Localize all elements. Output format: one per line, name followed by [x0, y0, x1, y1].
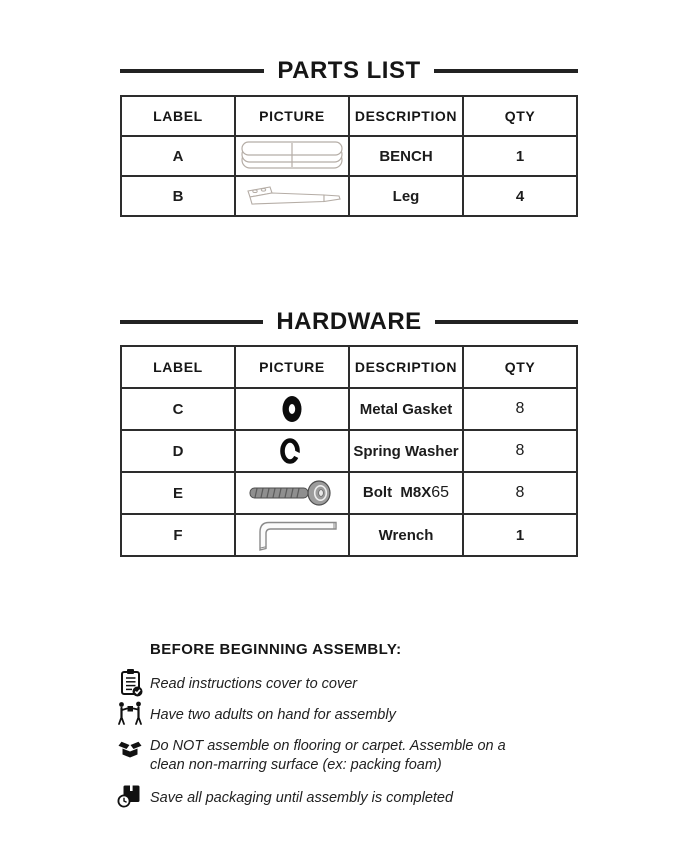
table-row [121, 472, 577, 514]
hardware-qty: 8 [463, 388, 577, 430]
column-header-picture: PICTURE [235, 346, 349, 388]
before-assembly-item: Do NOT assemble on flooring or carpet. Assemble on a clean non-marring surface (ex: packing foam) [150, 738, 506, 773]
hardware-label: F [121, 514, 235, 556]
hardware-label: D [121, 430, 235, 472]
metal-gasket-drawing [281, 395, 303, 423]
clipboard-check-icon [117, 668, 145, 702]
part-label: A [121, 136, 235, 176]
title-rule-right [435, 320, 578, 324]
bolt-description-size: 65 [431, 484, 450, 501]
before-assembly-item: Have two adults on hand for assembly [150, 707, 396, 723]
spring-washer-drawing [279, 437, 305, 465]
hardware-picture-cell [235, 388, 349, 430]
hardware-description: Metal Gasket [349, 388, 463, 430]
hardware-picture-cell [235, 472, 349, 514]
part-description: BENCH [349, 136, 463, 176]
part-picture-cell [235, 136, 349, 176]
column-header-picture: PICTURE [235, 96, 349, 136]
open-box-icon [116, 739, 144, 764]
hardware-description: Spring Washer [349, 430, 463, 472]
hardware-title: HARDWARE [276, 308, 422, 335]
part-qty: 1 [463, 136, 577, 176]
column-header-label: LABEL [121, 346, 235, 388]
parts-list-title: PARTS LIST [277, 57, 421, 84]
before-assembly-item: Read instructions cover to cover [150, 676, 358, 692]
parts-list-table [120, 95, 578, 217]
column-header-qty: QTY [463, 96, 577, 136]
column-header-description: DESCRIPTION [349, 96, 463, 136]
column-header-qty: QTY [463, 346, 577, 388]
title-rule-left [120, 320, 263, 324]
part-label: B [121, 176, 235, 216]
leg-drawing [240, 183, 344, 209]
hardware-label: C [121, 388, 235, 430]
table-row [121, 176, 577, 216]
hardware-qty: 8 [463, 430, 577, 472]
before-assembly-heading: BEFORE BEGINNING ASSEMBLY: [150, 641, 402, 658]
bolt-description-bold: Bolt M8X [362, 484, 432, 501]
title-rule-right [434, 69, 578, 73]
title-rule-left [120, 69, 264, 73]
part-description: Leg [349, 176, 463, 216]
table-row [121, 136, 577, 176]
column-header-label: LABEL [121, 96, 235, 136]
hardware-qty: 8 [463, 472, 577, 514]
bench-drawing [240, 140, 344, 172]
hardware-qty: 1 [463, 514, 577, 556]
hardware-table [120, 345, 578, 557]
table-header-row [121, 346, 577, 388]
table-row [121, 514, 577, 556]
hardware-label: E [121, 472, 235, 514]
save-packaging-clock-icon [115, 784, 143, 813]
before-assembly-item: Save all packaging until assembly is completed [150, 790, 454, 806]
wrench-drawing [244, 516, 340, 554]
table-row [121, 430, 577, 472]
bolt-drawing [248, 479, 336, 507]
hardware-picture-cell [235, 514, 349, 556]
column-header-description: DESCRIPTION [349, 346, 463, 388]
part-picture-cell [235, 176, 349, 216]
hardware-picture-cell [235, 430, 349, 472]
hardware-description [349, 472, 463, 514]
part-qty: 4 [463, 176, 577, 216]
parts-list-title-row [120, 56, 578, 86]
two-adults-icon [116, 701, 144, 731]
hardware-description: Wrench [349, 514, 463, 556]
table-header-row [121, 96, 577, 136]
hardware-title-row [120, 307, 578, 337]
table-row [121, 388, 577, 430]
